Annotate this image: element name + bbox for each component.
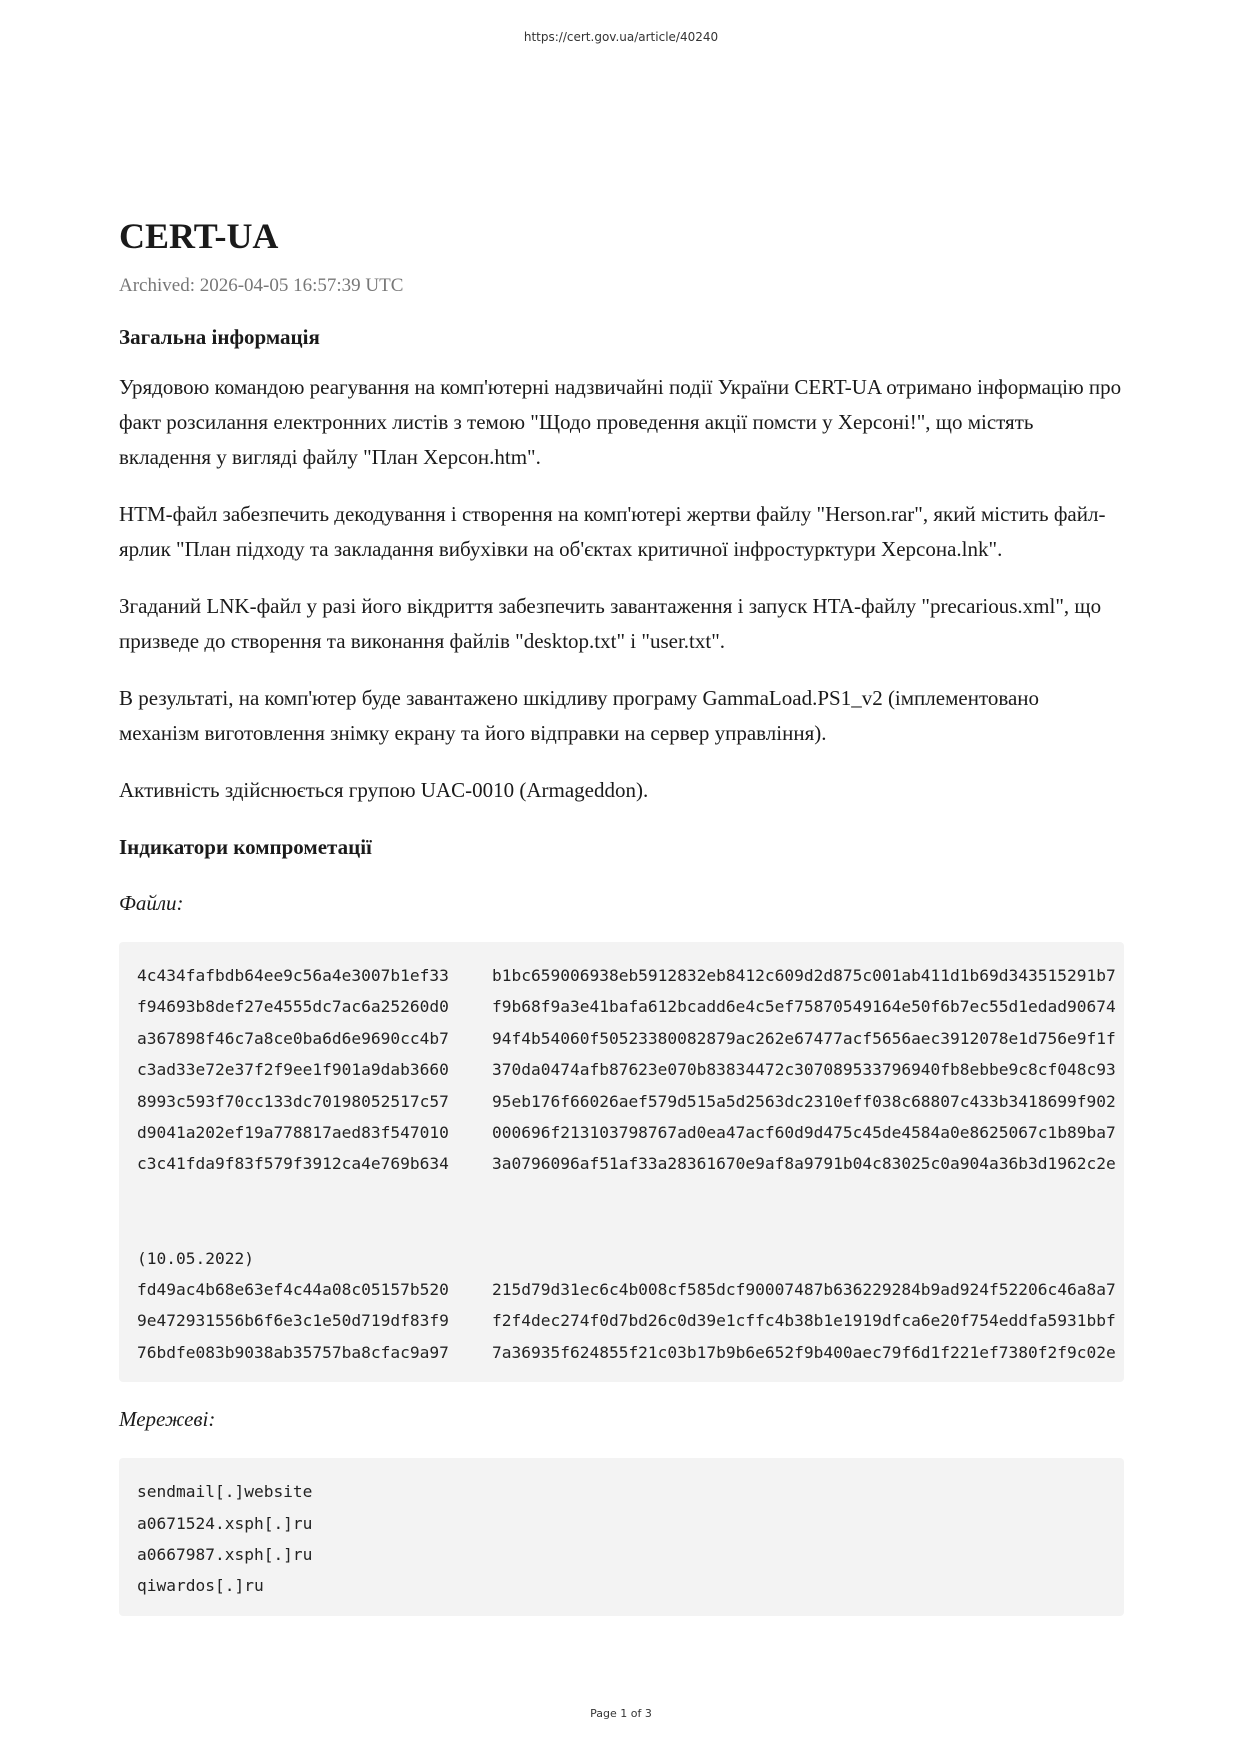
article bbox=[119, 208, 1124, 1616]
network-indicator: sendmail[.]website bbox=[137, 1482, 313, 1502]
hash-row bbox=[137, 1117, 1124, 1148]
hash-row bbox=[137, 1148, 1124, 1179]
md5-hash: 8993c593f70cc133dc70198052517c57 bbox=[137, 1091, 449, 1111]
sha256-hash: f9b68f9a3e41bafa612bcadd6e4c5ef75870549164e50f6b7ec55d1edad90674 bbox=[492, 997, 1116, 1017]
md5-hash: fd49ac4b68e63ef4c44a08c05157b520 bbox=[137, 1280, 449, 1300]
network-label: Мережеві: bbox=[119, 1407, 216, 1432]
sha256-hash: 215d79d31ec6c4b008cf585dcf90007487b636229284b9ad924f52206c46a8a7 bbox=[492, 1280, 1116, 1300]
md5-hash: 9e472931556b6f6e3c1e50d719df83f9 bbox=[137, 1311, 449, 1331]
files-code-block bbox=[119, 942, 1124, 1382]
group-date: (10.05.2022) bbox=[137, 1248, 254, 1268]
md5-hash: c3ad33e72e37f2f9ee1f901a9dab3660 bbox=[137, 1060, 449, 1080]
md5-hash: d9041a202ef19a778817aed83f547010 bbox=[137, 1123, 449, 1143]
sha256-hash: f2f4dec274f0d7bd26c0d39e1cffc4b38b1e1919dfca6e20f754eddfa5931bbf bbox=[492, 1311, 1116, 1331]
md5-hash: a367898f46c7a8ce0ba6d6e9690cc4b7 bbox=[137, 1028, 449, 1048]
hash-row bbox=[137, 1023, 1124, 1054]
network-code-block bbox=[119, 1458, 1124, 1616]
sha256-hash: 000696f213103798767ad0ea47acf60d9d475c45de4584a0e8625067c1b89ba7 bbox=[492, 1123, 1116, 1143]
hash-row bbox=[137, 991, 1124, 1022]
network-indicator: qiwardos[.]ru bbox=[137, 1576, 264, 1596]
general-info-heading: Загальна інформація bbox=[119, 325, 320, 349]
files-label: Файли: bbox=[119, 891, 184, 915]
paragraph: HTM-файл забезпечить декодування і створення на комп'ютері жертви файлу "Herson.rar", який містить файл-ярлик "План підходу та закладання вибухівки на об'єктах критичної інфростурктури Херсона.lnk". bbox=[119, 502, 1106, 561]
md5-hash: f94693b8def27e4555dc7ac6a25260d0 bbox=[137, 997, 449, 1017]
paragraph: Згаданий LNK-файл у разі його вікдриття забезпечить завантаження і запуск HTA-файлу "precarious.xml", що призведе до створення та виконання файлів "desktop.txt" і "user.txt". bbox=[119, 594, 1102, 653]
network-indicator: a0671524.xsph[.]ru bbox=[137, 1513, 313, 1533]
ioc-heading: Індикатори компрометації bbox=[119, 835, 372, 859]
md5-hash: c3c41fda9f83f579f3912ca4e769b634 bbox=[137, 1154, 449, 1174]
sha256-hash: 95eb176f66026aef579d515a5d2563dc2310eff038c68807c433b3418699f902 bbox=[492, 1091, 1116, 1111]
archived-timestamp: Archived: 2026-04-05 16:57:39 UTC bbox=[119, 275, 404, 296]
hash-row bbox=[137, 1337, 1124, 1368]
md5-hash: 4c434fafbdb64ee9c56a4e3007b1ef33 bbox=[137, 966, 449, 985]
page-url[interactable]: https://cert.gov.ua/article/40240 bbox=[523, 30, 719, 44]
date-row bbox=[137, 1243, 1124, 1274]
sha256-hash: 3a0796096af51af33a28361670e9af8a9791b04c83025c0a904a36b3d1962c2e bbox=[492, 1154, 1116, 1174]
paragraph: В результаті, на комп'ютер буде завантажено шкідливу програму GammaLoad.PS1_v2 (імплементовано механізм виготовлення знімку екрану та його відправки на сервер управління). bbox=[119, 686, 1040, 745]
sha256-hash: b1bc659006938eb5912832eb8412c609d2d875c001ab411d1b69d343515291b7 bbox=[492, 966, 1116, 985]
sha256-hash: 94f4b54060f50523380082879ac262e67477acf5656aec3912078e1d756e9f1f bbox=[492, 1028, 1116, 1048]
page-title: CERT-UA bbox=[119, 216, 279, 256]
sha256-hash: 7a36935f624855f21c03b17b9b6e652f9b400aec79f6d1f221ef7380f2f9c02e bbox=[492, 1342, 1116, 1362]
paragraph: Урядовою командою реагування на комп'ютерні надзвичайні події України CERT-UA отримано інформацію про факт розсилання електронних листів з темою "Щодо проведення акції помсти у Херсоні!", що містять вкладення у вигляді файлу "План Херсон.htm". bbox=[119, 375, 1122, 469]
hash-row bbox=[137, 1054, 1124, 1085]
block-spacer bbox=[137, 1180, 1124, 1243]
sha256-hash: 370da0474afb87623e070b83834472c307089533796940fb8ebbe9c8cf048c93 bbox=[492, 1060, 1116, 1080]
hash-row bbox=[137, 1086, 1124, 1117]
network-indicator: a0667987.xsph[.]ru bbox=[137, 1545, 313, 1565]
paragraph: Активність здійснюється групою UAC-0010 (Armageddon). bbox=[119, 778, 649, 802]
page-number: Page 1 of 3 bbox=[590, 1707, 652, 1720]
hash-row bbox=[137, 1274, 1124, 1305]
md5-hash: 76bdfe083b9038ab35757ba8cfac9a97 bbox=[137, 1342, 449, 1362]
hash-row bbox=[137, 1305, 1124, 1336]
hash-row bbox=[137, 960, 1124, 991]
